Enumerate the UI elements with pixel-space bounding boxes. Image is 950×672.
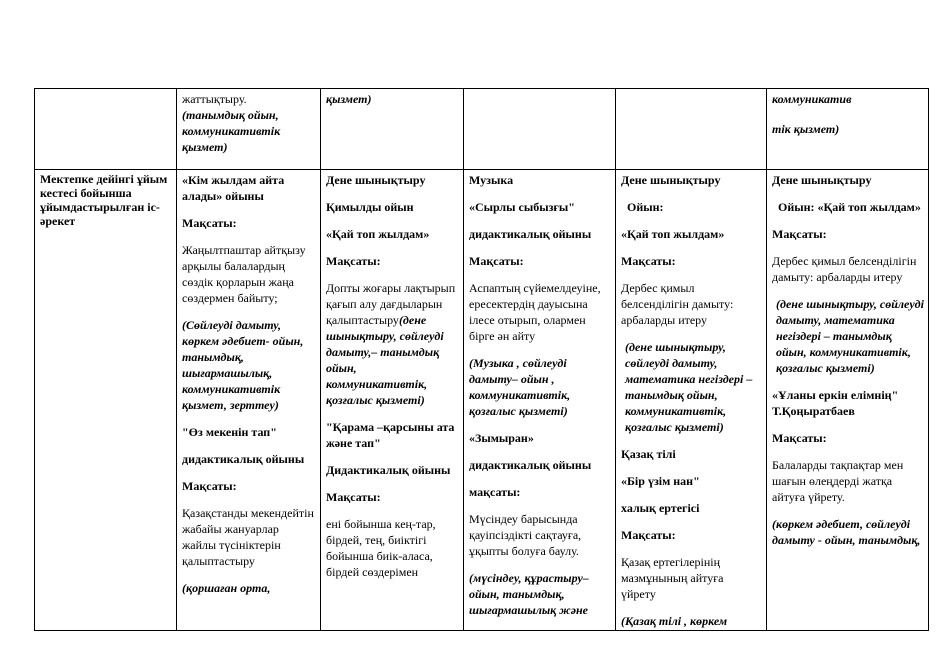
activity-title: "Өз мекенін тап" [182,425,277,439]
column-divider [176,88,177,631]
cell-areas: коммуникатив [772,92,852,106]
cell-col1 [182,172,315,607]
goal-label: Мақсаты: [182,216,237,230]
areas-text: (көркем әдебиет, сөйлеуді дамыту - ойын, танымдық, [772,517,921,547]
goal-label: Мақсаты: [621,528,676,542]
row-header-cell [40,172,173,239]
activity-name: Дене шынықтыру [772,173,872,187]
activity-title: «Зымыран» [469,431,534,445]
column-divider [320,88,321,631]
goal-text: Қазақ ертегілерінің мазмұнының айтуға үйрету [621,555,724,601]
column-divider [615,88,616,631]
goal-text: Балаларды тақпақтар мен шағын өлеңдерді жатқа айтуға үйрету. [772,458,904,504]
goal-label: Мақсаты: [772,431,827,445]
goal-label: мақсаты: [469,485,521,499]
activity-subtitle: Дидактикалық ойыны [326,463,451,477]
game-label: Қимылды ойын [326,200,414,214]
cell-text: жаттықтыру. [182,92,247,106]
goal-label: Мақсаты: [182,479,237,493]
goal-label: Мақсаты: [621,254,676,268]
cell-areas: тік қызмет) [772,122,840,136]
game-label: Ойын: «Қай топ жылдам» [778,200,921,214]
activity-title: «Сырлы сыбызғы" [469,200,575,214]
table-border-left [34,88,35,631]
activity-title: «Ұланы еркін елімнің" Т.Қоңыратбаев [772,388,899,418]
goal-text: ені бойынша кең-тар, бірдей, тең, биіктігі бойынша биік-аласа, бірдей сөздерімен [326,517,436,579]
areas-text: (дене шынықтыру, сөйлеуді дамыту, математика негіздері – танымдық ойын, коммуникативтік, қозғалыс қызметі) [776,297,924,375]
areas-text: (дене шынықтыру, сөйлеуді дамыту,– танымдық ойын, коммуникативтік, қозғалыс қызметі) [326,313,444,407]
top-cell-col1 [182,91,312,155]
areas-text: (мүсіндеу, құрастыру– ойын, танымдық, шығармашылық және [469,571,589,617]
goal-text: Дербес қимыл белсенділігін дамыту: арбаларды итеру [621,281,734,327]
goal-text [326,280,458,408]
goal-text: Дербес қимыл белсенділігін дамыту: арбаларды итеру [772,254,917,284]
activity-subtitle: халық ертегісі [621,501,700,515]
activity-title: «Қай топ жылдам» [621,227,725,241]
goal-label: Мақсаты: [326,490,381,504]
column-divider [463,88,464,631]
goal-label: Мақсаты: [772,227,827,241]
game-label: Ойын: [627,200,664,214]
activity-subtitle: дидактикалық ойыны [182,452,305,466]
areas-text: (Сөйлеуді дамыту, көркем әдебиет- ойын, танымдық, шығармашылық, коммуникативтік қызмет, зерттеу) [182,318,304,412]
activity-subtitle: дидактикалық ойыны [469,458,592,472]
activity-name: Музыка [469,173,514,187]
activity-name: Дене шынықтыру [621,173,721,187]
table-border-top [34,88,928,89]
column-divider [766,88,767,631]
row-header: Мектепке дейінгі ұйым кестесі бойынша ұйымдастырылған іс-әрекет [40,172,168,228]
activity-title: «Кім жылдам айта алады» ойыны [182,173,285,203]
activity-name: Дене шынықтыру [326,173,426,187]
activity-title: «Қай топ жылдам» [326,227,430,241]
goal-text: Мүсіндеу барысында қауіпсіздікті сақтауға, ұқыпты болуға баулу. [469,512,582,558]
cell-areas: (танымдық ойын, коммуникативтік қызмет) [182,108,281,154]
top-cell-col5 [772,91,922,137]
goal-label: Мақсаты: [469,254,524,268]
goal-text: Жаңылтпаштар айтқызу арқылы балалардың сөздік қорларын жаңа сөздермен байыту; [182,243,306,305]
activity-name: Қазақ тілі [621,447,676,461]
goal-text: Қазақстанды мекендейтін жабайы жануарлар жайлы түсініктерін қалыптастыру [182,506,314,568]
goal-label: Мақсаты: [326,254,381,268]
areas-text: (Музыка , сөйлеуді дамыту– ойын , коммуникативтік, қозғалыс қызметі) [469,356,571,418]
goal-text: Аспаптың сүйемелдеуіне, ересектердің дауысына ілесе отырып, олармен бірге ән айту [469,281,601,343]
goal-text-main: Допты жоғары лақтырып қағып алу дағдыларын қалыптастыру [326,281,456,327]
cell-col3 [469,172,611,629]
cell-col5 [772,172,924,559]
cell-col2 [326,172,458,591]
cell-areas: қызмет) [326,92,372,106]
activity-title: "Қарама –қарсыны ата және тап" [326,420,455,450]
areas-text: (дене шынықтыру, сөйлеуді дамыту, математика негіздері – танымдық ойын, коммуникативтік, қозғалыс қызметі) [625,340,753,434]
activity-title: «Бір үзім нан" [621,474,700,488]
table-border-bottom [34,630,928,631]
cell-col4 [621,172,761,640]
activity-subtitle: дидактикалық ойыны [469,227,592,241]
areas-text: (Қазақ тілі , көркем [621,614,728,628]
top-cell-col2 [326,91,456,107]
table-border-right [928,88,929,631]
areas-text: (қоршаған орта, [182,581,271,595]
table-row-divider [34,169,928,170]
